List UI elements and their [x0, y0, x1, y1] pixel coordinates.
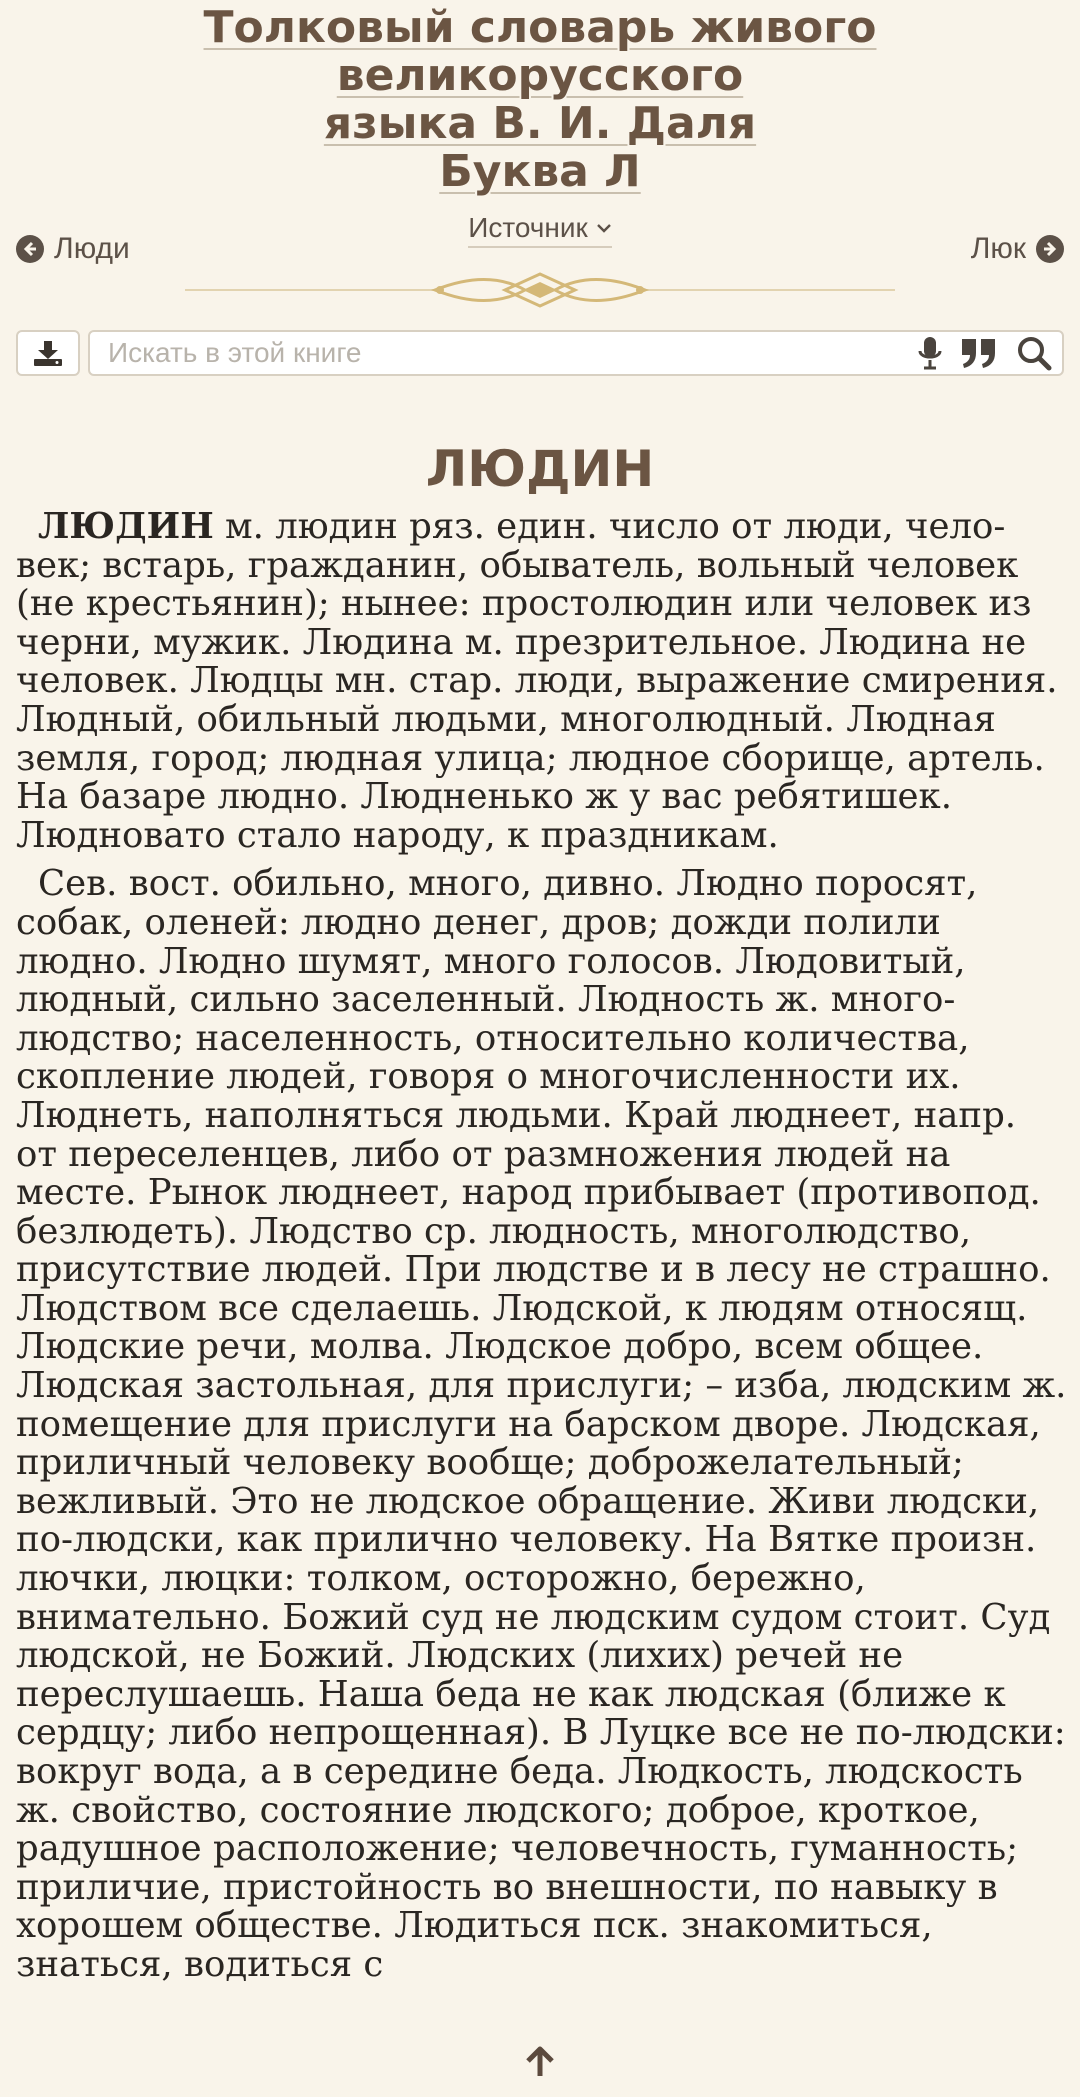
page-header [0, 0, 1080, 248]
prev-entry-link[interactable] [16, 232, 130, 266]
bottom-bar [0, 2025, 1080, 2097]
entry-headword: ЛЮДИН [38, 506, 214, 547]
arrow-up-icon [523, 2044, 557, 2078]
download-icon [32, 339, 64, 367]
entry-body [16, 508, 1068, 1995]
quote-icon [960, 337, 998, 369]
next-entry-link[interactable] [971, 232, 1064, 266]
entry-paragraph-1-text: м. людин ряз. един. число от люди, человек; встарь, гражданин, обыватель, вольный человек (не крестьянин); нынее: простолюдин или человек из черни, мужик. Людина м. презрительное. Людина не человек. Людцы мн. стар. люди, выражение смирения. Людный, обильный людьми, многолюдный. Людная земля, город; людная улица; людное сборище, артель. На базаре людно. Людненько ж у вас ребятишек. Людновато стало народу, к праздникам. [16, 506, 1058, 856]
scroll-to-top-button[interactable] [523, 2044, 557, 2078]
download-button[interactable] [16, 330, 80, 376]
search-input[interactable] [106, 336, 918, 370]
microphone-button[interactable] [918, 335, 942, 371]
search-box [88, 330, 1064, 376]
prev-entry-label: Люди [54, 232, 130, 265]
next-entry-label: Люк [970, 232, 1026, 265]
entry-paragraph-1 [16, 508, 1068, 855]
search-icon [1016, 335, 1052, 371]
source-label: Источник [468, 212, 588, 243]
entry-paragraph-2: Сев. вост. обильно, много, дивно. Людно поросят, собак, оленей: людно денег, дров; дожди полили людно. Людно шумят, много голосов. Людовитый, людный, сильно заселенный. Людность ж. многолюдство; населенность, относительно количества, скопление людей, говоря о многочисленности их. Люднеть, наполняться людьми. Край люднеет, напр. от переселенцев, либо от размножения людей на месте. Рынок люднеет, народ прибывает (противопод. безлюдеть). Людство ср. людность, многолюдство, присутствие людей. При людстве и в лесу не страшно. Людством все сделаешь. Людской, к людям относящ. Людские речи, молва. Людское добро, всем общее. Людская застольная, для прислуги; – изба, людским ж. помещение для прислуги на барском дворе. Людская, приличный человеку вообще; доброжелательный; вежливый. Это не людское обращение. Живи людски, по-людски, как прилично человеку. На Вятке произн. лючки, люцки: толком, осторожно, бережно, внимательно. Божий суд не людским судом стоит. Суд людской, не Божий. Людских (лихих) речей не переслушаешь. Наша беда не как людская (ближе к сердцу; либо непрощенная). В Луцке все не по-людски: вокруг вода, а в середине беда. Людкость, людскость ж. свойство, состояние людского; доброе, кроткое, радушное расположение; человечность, гуманность; приличие, пристойность во внешности, по навыку в хорошем обществе. Людиться пск. знакомиться, знаться, водиться с [16, 863, 1067, 1985]
entry-navigation [16, 232, 1064, 266]
search-button[interactable] [1016, 335, 1052, 371]
letter-title[interactable]: Буква Л [439, 146, 641, 197]
microphone-icon [918, 335, 942, 371]
entry-title: ЛЮДИН [425, 440, 655, 498]
arrow-circle-right-icon [1036, 235, 1064, 263]
book-title[interactable] [18, 4, 1062, 196]
arrow-circle-left-icon [16, 235, 44, 263]
quote-search-button[interactable] [960, 337, 998, 369]
book-title-line-2[interactable]: языка В. И. Даля [323, 98, 757, 149]
search-toolbar [16, 330, 1064, 378]
book-title-line-1[interactable]: Толковый словарь живого великорусского [203, 2, 877, 101]
ornament-divider-icon [185, 268, 895, 312]
